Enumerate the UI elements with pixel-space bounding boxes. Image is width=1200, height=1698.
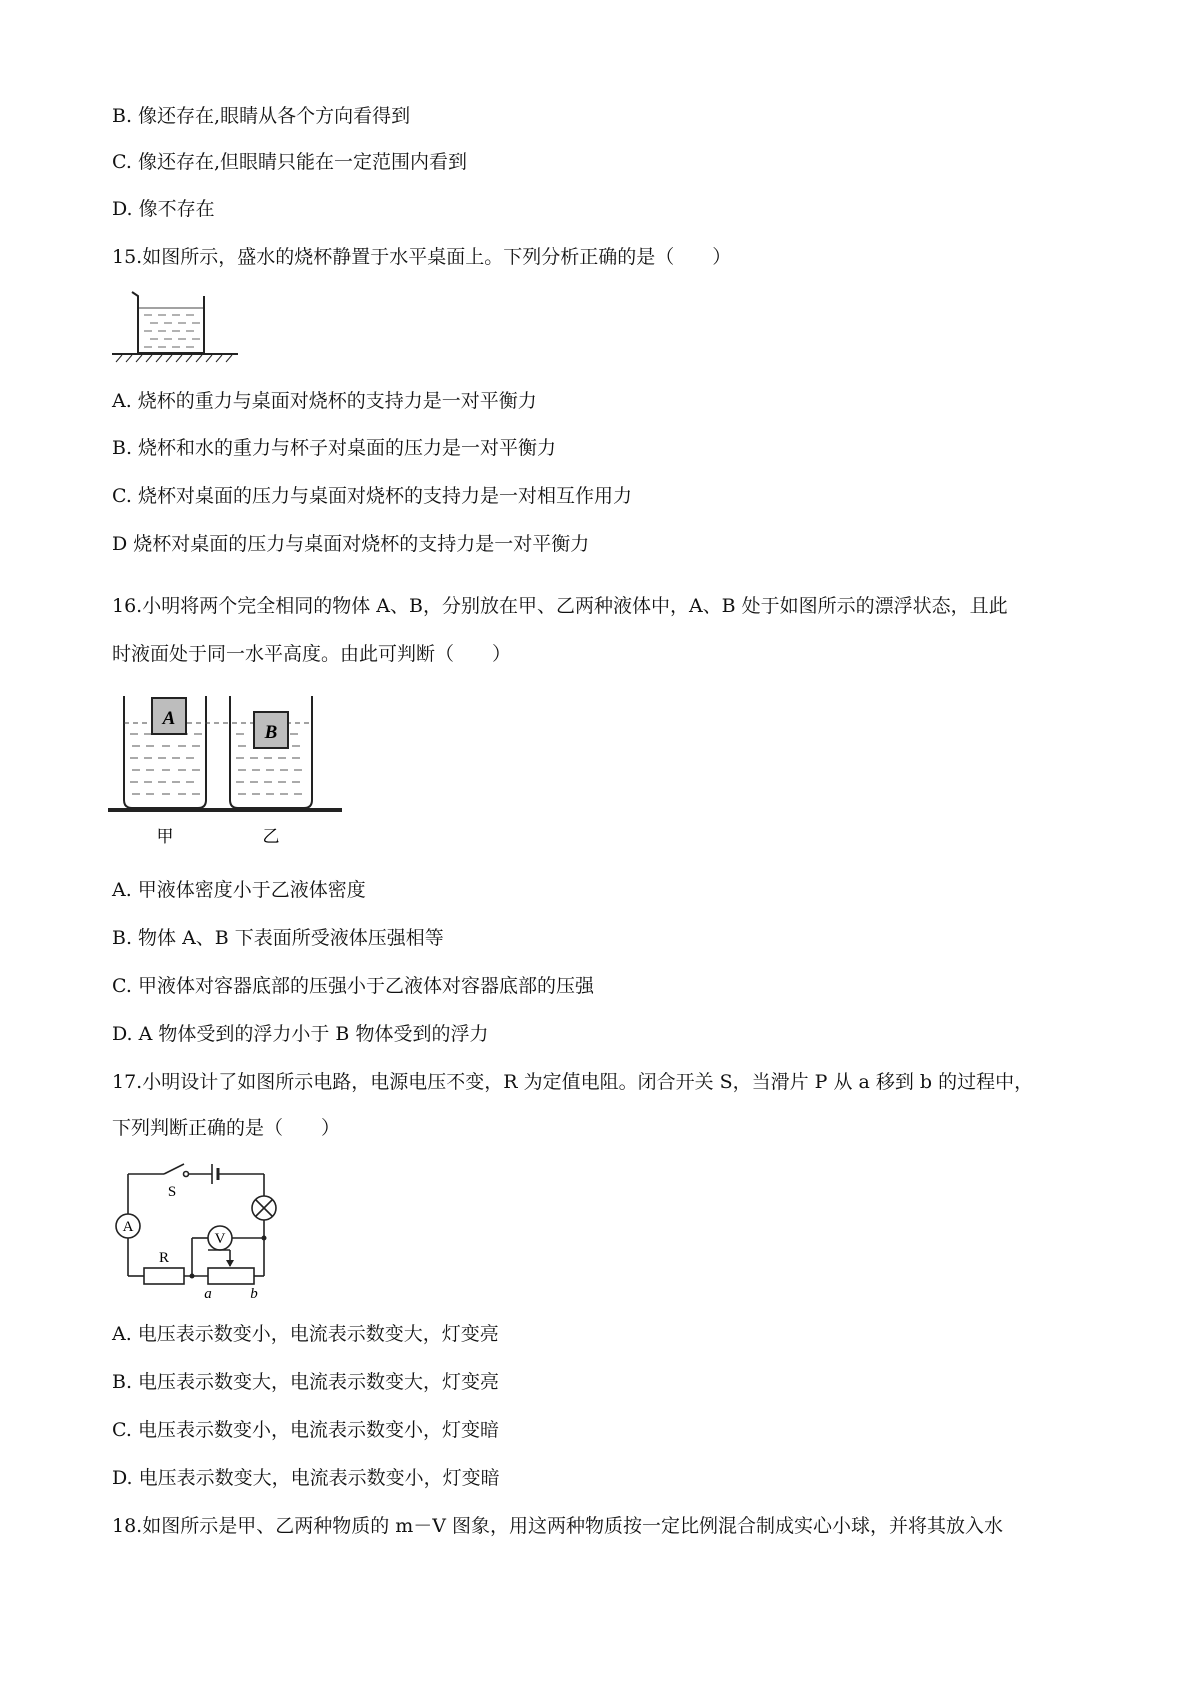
block-b-label: B xyxy=(264,722,278,743)
container-right-label: 乙 xyxy=(262,827,280,847)
q17-stem-line1: 17.小明设计了如图所示电路，电源电压不变，R 为定值电阻。闭合开关 S，当滑片 P 从 a 移到 b 的过程中， xyxy=(112,1071,1034,1093)
q16-option-d: D. A 物体受到的浮力小于 B 物体受到的浮力 xyxy=(112,1023,489,1045)
q17-stem-line2: 下列判断正确的是（ ） xyxy=(112,1117,341,1139)
q16-stem-line1: 16.小明将两个完全相同的物体 A、B，分别放在甲、乙两种液体中，A、B 处于如图所示的漂浮状态，且此 xyxy=(112,595,1008,617)
beaker-on-table-figure xyxy=(108,288,243,370)
q15-option-d: D 烧杯对桌面的压力与桌面对烧杯的支持力是一对平衡力 xyxy=(112,533,590,555)
block-a-label: A xyxy=(162,708,176,729)
ammeter-label: A xyxy=(122,1219,134,1235)
q16-stem-line2: 时液面处于同一水平高度。由此可判断（ ） xyxy=(112,643,512,665)
q17-option-d: D. 电压表示数变大，电流表示数变小，灯变暗 xyxy=(112,1467,500,1489)
voltmeter-label: V xyxy=(214,1231,226,1247)
q16-option-c: C. 甲液体对容器底部的压强小于乙液体对容器底部的压强 xyxy=(112,975,594,997)
container-left-label: 甲 xyxy=(156,827,174,847)
rheostat-end-a: a xyxy=(204,1286,212,1300)
circuit-diagram-figure xyxy=(110,1160,300,1300)
q16-option-b: B. 物体 A、B 下表面所受液体压强相等 xyxy=(112,927,444,949)
q17-option-c: C. 电压表示数变小，电流表示数变小，灯变暗 xyxy=(112,1419,499,1441)
resistor-label: R xyxy=(158,1250,170,1266)
q16-option-a: A. 甲液体密度小于乙液体密度 xyxy=(112,879,366,901)
q17-option-b: B. 电压表示数变大，电流表示数变大，灯变亮 xyxy=(112,1371,500,1393)
q15-option-a: A. 烧杯的重力与桌面对烧杯的支持力是一对平衡力 xyxy=(112,390,537,412)
q14-option-d: D. 像不存在 xyxy=(112,198,215,220)
q14-option-c: C. 像还存在,但眼睛只能在一定范围内看到 xyxy=(112,151,467,173)
q15-option-c: C. 烧杯对桌面的压力与桌面对烧杯的支持力是一对相互作用力 xyxy=(112,485,632,507)
q14-option-b: B. 像还存在,眼睛从各个方向看得到 xyxy=(112,105,411,127)
q15-stem: 15.如图所示，盛水的烧杯静置于水平桌面上。下列分析正确的是（ ） xyxy=(112,246,732,268)
rheostat-end-b: b xyxy=(250,1286,258,1300)
q15-option-b: B. 烧杯和水的重力与杯子对桌面的压力是一对平衡力 xyxy=(112,437,557,459)
switch-label: S xyxy=(167,1184,177,1200)
q17-option-a: A. 电压表示数变小，电流表示数变大，灯变亮 xyxy=(112,1323,499,1345)
floating-blocks-figure xyxy=(106,694,346,854)
q18-stem-line1: 18.如图所示是甲、乙两种物质的 m－V 图象，用这两种物质按一定比例混合制成实心小球，并将其放入水 xyxy=(112,1515,1004,1537)
